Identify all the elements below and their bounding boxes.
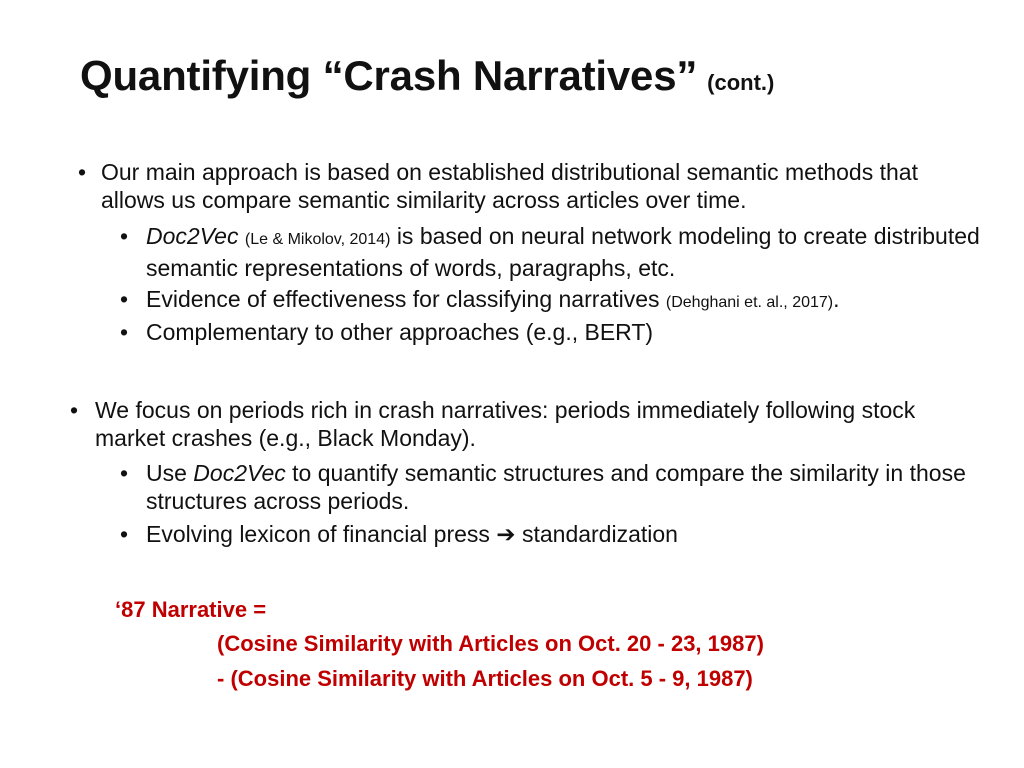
bullet-doc2vec bbox=[120, 222, 980, 282]
bullet-lexicon bbox=[120, 520, 980, 548]
bullet-evidence bbox=[120, 285, 980, 317]
title-main: Quantifying “Crash Narratives” bbox=[80, 52, 698, 99]
bullet-glyph: • bbox=[120, 223, 129, 249]
formula-line-3: - (Cosine Similarity with Articles on Oct. 5 - 9, 1987) bbox=[217, 666, 753, 691]
right-arrow-icon: ➔ bbox=[496, 521, 516, 547]
doc2vec-term: Doc2Vec bbox=[193, 460, 286, 486]
bullet-complementary bbox=[120, 318, 980, 346]
formula-line-1: ‘87 Narrative = bbox=[115, 597, 267, 622]
bullet-text: Complementary to other approaches (e.g., BERT) bbox=[146, 319, 654, 345]
bullet-text: is based on neural network modeling to create distributed semantic representations of words, paragraphs, etc. bbox=[146, 223, 980, 281]
slide-title bbox=[80, 52, 774, 100]
doc2vec-term: Doc2Vec bbox=[146, 223, 239, 249]
bullet-pre: Use bbox=[146, 460, 187, 486]
bullet-glyph: • bbox=[70, 397, 79, 423]
bullet-main-approach bbox=[78, 158, 978, 214]
citation: (Le & Mikolov, 2014) bbox=[244, 231, 391, 248]
formula-line-2: (Cosine Similarity with Articles on Oct. 20 - 23, 1987) bbox=[217, 631, 764, 656]
bullet-focus-periods bbox=[70, 396, 970, 452]
bullet-glyph: • bbox=[120, 319, 129, 345]
period: . bbox=[833, 286, 840, 312]
bullet-text: Evolving lexicon of financial press bbox=[146, 521, 490, 547]
bullet-text: We focus on periods rich in crash narratives: periods immediately following stock market crashes (e.g., Black Monday). bbox=[95, 397, 916, 451]
bullet-post: standardization bbox=[521, 521, 678, 547]
bullet-text: to quantify semantic structures and compare the similarity in those structures across periods. bbox=[146, 460, 966, 514]
bullet-use-doc2vec bbox=[120, 459, 980, 515]
bullet-text: Our main approach is based on established distributional semantic methods that allows us compare semantic similarity across articles over time. bbox=[101, 159, 918, 213]
citation: (Dehghani et. al., 2017) bbox=[665, 294, 834, 311]
title-suffix: (cont.) bbox=[707, 70, 775, 95]
bullet-glyph: • bbox=[120, 286, 129, 312]
bullet-glyph: • bbox=[120, 460, 129, 486]
bullet-glyph: • bbox=[78, 159, 87, 185]
bullet-text: Evidence of effectiveness for classifying narratives bbox=[146, 286, 660, 312]
bullet-glyph: • bbox=[120, 521, 129, 547]
